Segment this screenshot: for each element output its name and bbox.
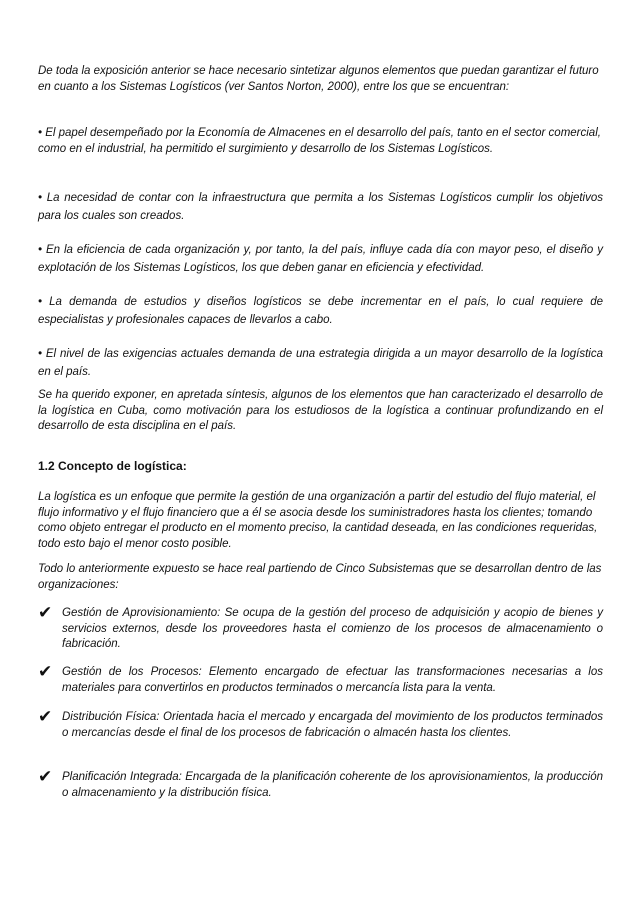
definition-paragraph: La logística es un enfoque que permite la gestión de una organización a partir del estudio del flujo material, el flujo informativo y el flujo financiero que a él se asocia desde los suministradores hasta los clientes; tomando como objeto entregar el producto en el momento preciso, la cantidad deseada, en las condiciones requeridas, todo esto bajo el menor costo posible. <box>38 491 598 550</box>
subsystem-item-procurement <box>38 603 603 653</box>
section-heading: 1.2 Concepto de logística: <box>38 459 187 473</box>
subsystem-item-text: Distribución Física: Orientada hacia el mercado y encargada del movimiento de los productos terminados o mercancías desde el final de los procesos de fabricación o almacén hasta los clientes. <box>62 711 603 739</box>
subsystem-item-text: Planificación Integrada: Encargada de la planificación coherente de los aprovisionamientos, la producción o almacenamiento y la distribución física. <box>62 771 603 799</box>
subsystem-item-planning <box>38 767 603 801</box>
bullet-paragraph-5: • El nivel de las exigencias actuales demanda de una estrategia dirigida a un mayor desarrollo de la logística en el país. <box>38 348 603 378</box>
bullet-paragraph-3: • En la eficiencia de cada organización y, por tanto, la del país, influye cada día con mayor peso, el diseño y explotación de los Sistemas Logísticos, los que deben ganar en eficiencia y efectividad. <box>38 244 603 274</box>
subsystem-item-text: Gestión de los Procesos: Elemento encargado de efectuar las transformaciones necesarias a los materiales para convertirlos en productos terminados o mercancía lista para la venta. <box>62 666 603 694</box>
subsystem-item-distribution <box>38 707 603 741</box>
checkmark-icon: ✔ <box>38 707 53 727</box>
checkmark-icon: ✔ <box>38 603 53 623</box>
bullet-paragraph-2: • La necesidad de contar con la infraestructura que permita a los Sistemas Logísticos cumplir los objetivos para los cuales son creados. <box>38 192 603 222</box>
bullet-paragraph-1: • El papel desempeñado por la Economía de Almacenes en el desarrollo del país, tanto en el sector comercial, como en el industrial, ha permitido el surgimiento y desarrollo de los Sistemas Logísticos. <box>38 127 601 155</box>
subsystems-lead-paragraph: Todo lo anteriormente expuesto se hace real partiendo de Cinco Subsistemas que se desarrollan dentro de las organizaciones: <box>38 563 602 591</box>
checkmark-icon: ✔ <box>38 767 53 787</box>
subsystem-item-processes <box>38 662 603 696</box>
summary-paragraph: Se ha querido exponer, en apretada síntesis, algunos de los elementos que han caracterizado el desarrollo de la logística en Cuba, como motivación para los estudiosos de la logística a continuar profundizando en el desarrollo de esta disciplina en el país. <box>38 389 603 432</box>
checkmark-icon: ✔ <box>38 662 53 682</box>
intro-paragraph: De toda la exposición anterior se hace necesario sintetizar algunos elementos que puedan garantizar el futuro en cuanto a los Sistemas Logísticos (ver Santos Norton, 2000), entre los que se encuentran: <box>38 65 599 93</box>
subsystem-item-text: Gestión de Aprovisionamiento: Se ocupa de la gestión del proceso de adquisición y acopio de bienes y servicios externos, desde los proveedores hasta el comienzo de los procesos de almacenamiento o fabricación. <box>62 607 603 650</box>
bullet-paragraph-4: • La demanda de estudios y diseños logísticos se debe incrementar en el país, lo cual requiere de especialistas y profesionales capaces de llevarlos a cabo. <box>38 296 603 326</box>
